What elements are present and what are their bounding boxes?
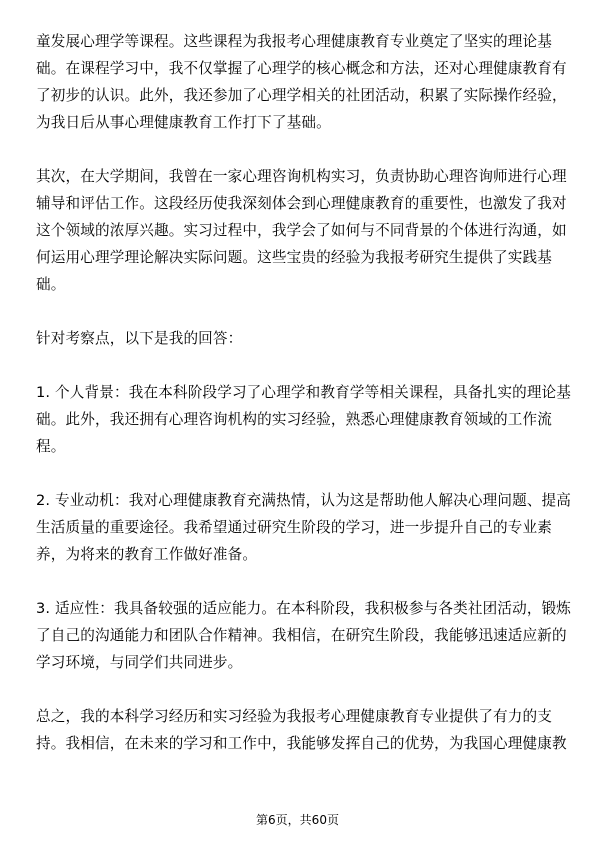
text-line: 这个领域的浓厚兴趣。实习过程中，我学会了如何与不同背景的个体进行沟通，如 xyxy=(36,222,567,239)
paragraph-answer-intro xyxy=(36,325,560,352)
text-line: 础。此外，我还拥有心理咨询机构的实习经验，熟悉心理健康教育领域的工作流 xyxy=(36,411,553,428)
paragraph-point-background xyxy=(36,379,572,460)
text-line: 2. 专业动机：我对心理健康教育充满热情，认为这是帮助他人解决心理问题、提高 xyxy=(36,492,572,509)
text-line: 础。在课程学习中，我不仅掌握了心理学的核心概念和方法，还对心理健康教育有 xyxy=(36,60,567,77)
text-line: 持。我相信，在未来的学习和工作中，我能够发挥自己的优势，为我国心理健康教 xyxy=(36,735,567,752)
paragraph-course-background xyxy=(36,28,567,136)
text-line: 针对考察点，以下是我的回答： xyxy=(36,330,243,347)
paragraph-point-adaptability xyxy=(36,595,572,676)
document-body xyxy=(36,28,572,784)
text-line: 了初步的认识。此外，我还参加了心理学相关的社团活动，积累了实际操作经验， xyxy=(36,87,567,104)
text-line: 1. 个人背景：我在本科阶段学习了心理学和教育学等相关课程，具备扎实的理论基 xyxy=(36,384,572,401)
text-line: 童发展心理学等课程。这些课程为我报考心理健康教育专业奠定了坚实的理论基 xyxy=(36,33,553,50)
text-line: 何运用心理学理论解决实际问题。这些宝贵的经验为我报考研究生提供了实践基 xyxy=(36,249,553,266)
text-line: 总之，我的本科学习经历和实习经验为我报考心理健康教育专业提供了有力的支 xyxy=(36,708,553,725)
paragraph-conclusion xyxy=(36,703,567,757)
text-line: 础。 xyxy=(36,276,66,293)
text-line: 了自己的沟通能力和团队合作精神。我相信，在研究生阶段，我能够迅速适应新的 xyxy=(36,627,567,644)
text-line: 3. 适应性：我具备较强的适应能力。在本科阶段，我积极参与各类社团活动，锻炼 xyxy=(36,600,572,617)
paragraph-point-motivation xyxy=(36,487,572,568)
page-number-footer: 第6页，共60页 xyxy=(256,813,339,827)
text-line: 生活质量的重要途径。我希望通过研究生阶段的学习，进一步提升自己的专业素 xyxy=(36,519,553,536)
text-line: 辅导和评估工作。这段经历使我深刻体会到心理健康教育的重要性，也激发了我对 xyxy=(36,195,567,212)
text-line: 为我日后从事心理健康教育工作打下了基础。 xyxy=(36,114,331,131)
text-line: 程。 xyxy=(36,438,66,455)
paragraph-internship xyxy=(36,163,567,298)
text-line: 其次，在大学期间，我曾在一家心理咨询机构实习，负责协助心理咨询师进行心理 xyxy=(36,168,567,185)
text-line: 养，为将来的教育工作做好准备。 xyxy=(36,546,258,563)
text-line: 学习环境，与同学们共同进步。 xyxy=(36,654,243,671)
